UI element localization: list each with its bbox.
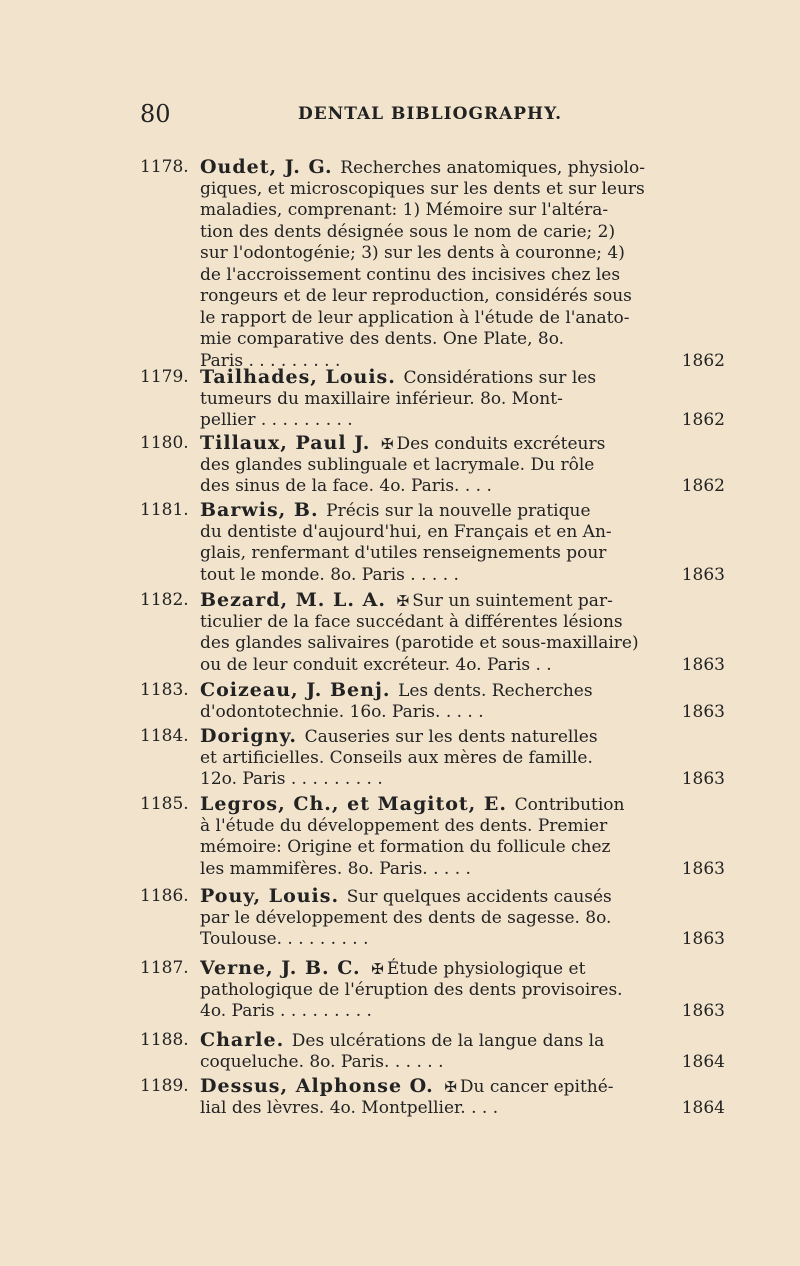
entry-body <box>200 886 725 951</box>
entry-title-line: Les dents. Recherches <box>398 681 593 701</box>
running-head: DENTAL BIBLIOGRAPHY. <box>298 104 562 124</box>
thesis-cross-icon: ✠ <box>380 435 394 453</box>
entry-year: 1864 <box>681 1051 725 1072</box>
entry-year: 1863 <box>681 701 725 722</box>
entry-author: Tailhades, Louis. <box>200 367 404 388</box>
entry-number: 1189. <box>140 1076 189 1096</box>
entry-text-line: maladies, comprenant: 1) Mémoire sur l'altéra- <box>200 200 609 220</box>
entry-text-line: des glandes sublinguale et lacrymale. Du rôle <box>200 454 595 475</box>
entry-text-line: les mammifères. 8o. Paris. . . . . <box>200 858 471 879</box>
bibliography-entry <box>140 367 725 432</box>
bibliography-entry <box>140 157 725 372</box>
entry-title-line: Sur un suintement par- <box>412 591 613 611</box>
entry-text-line: de l'accroissement continu des incisives chez les <box>200 264 621 285</box>
bibliography-entry <box>140 590 725 676</box>
entry-number: 1180. <box>140 433 189 453</box>
entry-title-line: Contribution <box>514 795 625 815</box>
entry-text-line: 12o. Paris . . . . . . . . . <box>200 769 383 789</box>
entry-text-line: à l'étude du développement des dents. Premier <box>200 815 608 836</box>
entry-body <box>200 1076 725 1119</box>
entry-title-line: Des ulcérations de la langue dans la <box>291 1031 605 1051</box>
thesis-cross-icon: ✠ <box>396 592 410 610</box>
entry-year: 1862 <box>681 350 725 371</box>
entry-text-line: et artificielles. Conseils aux mères de famille. <box>200 747 593 768</box>
entry-text-line: 4o. Paris . . . . . . . . . <box>200 1001 372 1021</box>
entry-author: Dorigny. <box>200 726 305 747</box>
entry-author: Legros, Ch., et Magitot, E. <box>200 794 515 815</box>
bibliography-entry <box>140 794 725 880</box>
page-number: 80 <box>140 100 171 128</box>
entry-number: 1183. <box>140 680 189 700</box>
entry-text-line: des glandes salivaires (parotide et sous-maxillaire) <box>200 633 639 653</box>
entry-text-line: rongeurs et de leur reproduction, considérés sous <box>200 286 632 306</box>
entry-number: 1186. <box>140 886 189 906</box>
entry-author: Bezard, M. L. A. <box>200 590 394 611</box>
entry-author: Coizeau, J. Benj. <box>200 680 399 701</box>
entry-body <box>200 958 725 1023</box>
entry-text-line: tumeurs du maxillaire inférieur. 8o. Mont- <box>200 388 563 409</box>
entry-body <box>200 590 725 676</box>
entry-number: 1178. <box>140 157 189 177</box>
entry-year: 1862 <box>681 410 725 430</box>
thesis-cross-icon: ✠ <box>371 960 384 978</box>
bibliography-entry <box>140 958 725 1023</box>
entry-text-line: ou de leur conduit excréteur. 4o. Paris . . <box>200 654 552 675</box>
entry-author: Pouy, Louis. <box>200 886 347 907</box>
entry-title-line: Étude physiologique et <box>386 959 586 979</box>
entry-number: 1187. <box>140 958 189 978</box>
bibliography-entry <box>140 1030 725 1073</box>
entry-text-line: Paris . . . . . . . . . <box>200 350 341 371</box>
entry-number: 1182. <box>140 590 189 610</box>
entry-title-line: Du cancer epithé- <box>459 1077 614 1097</box>
entry-text-line: mie comparative des dents. One Plate, 8o. <box>200 329 565 349</box>
entry-title-line: Causeries sur les dents naturelles <box>304 727 598 747</box>
entry-body <box>200 367 725 432</box>
entry-body <box>200 794 725 880</box>
entry-year: 1863 <box>681 929 725 949</box>
entry-text-line: glais, renfermant d'utiles renseignements pour <box>200 543 607 563</box>
bibliography-entry <box>140 726 725 791</box>
bibliography-entry <box>140 433 725 498</box>
entry-text-line: lial des lèvres. 4o. Montpellier. . . . <box>200 1097 499 1118</box>
entry-text-line: d'odontotechnie. 16o. Paris. . . . . <box>200 701 484 722</box>
entry-year: 1863 <box>681 1001 725 1021</box>
entry-year: 1863 <box>681 769 725 789</box>
page-header <box>140 100 720 134</box>
entry-year: 1863 <box>681 564 725 585</box>
entry-year: 1863 <box>681 858 725 879</box>
entry-title-line: Recherches anatomiques, physiolo- <box>340 158 645 178</box>
entry-author: Barwis, B. <box>200 500 327 521</box>
entry-text-line: le rapport de leur application à l'étude de l'anato- <box>200 307 630 328</box>
entry-text-line: tout le monde. 8o. Paris . . . . . <box>200 564 459 585</box>
entry-title-line: Sur quelques accidents causés <box>346 887 612 907</box>
entry-text-line: ticulier de la face succédant à différentes lésions <box>200 611 623 632</box>
entry-text-line: Toulouse. . . . . . . . . <box>200 929 369 949</box>
entry-text-line: des sinus de la face. 4o. Paris. . . . <box>200 476 492 496</box>
entry-author: Verne, J. B. C. <box>200 958 369 979</box>
entry-year: 1863 <box>681 654 725 675</box>
bibliography-entry <box>140 886 725 951</box>
entry-text-line: pellier . . . . . . . . . <box>200 410 353 430</box>
entry-number: 1185. <box>140 794 189 814</box>
entry-text-line: du dentiste d'aujourd'hui, en Français et en An- <box>200 521 612 542</box>
entry-title-line: Considérations sur les <box>403 368 597 388</box>
entry-body <box>200 1030 725 1073</box>
entry-author: Dessus, Alphonse O. <box>200 1076 442 1097</box>
bibliography-entry <box>140 1076 725 1119</box>
entry-number: 1181. <box>140 500 189 520</box>
entry-text-line: tion des dents désignée sous le nom de carie; 2) <box>200 221 616 242</box>
entry-text-line: pathologique de l'éruption des dents provisoires. <box>200 979 623 1000</box>
entry-number: 1184. <box>140 726 189 746</box>
entry-number: 1179. <box>140 367 189 387</box>
entry-body <box>200 680 725 723</box>
entry-body <box>200 726 725 791</box>
entry-text-line: sur l'odontogénie; 3) sur les dents à couronne; 4) <box>200 243 625 263</box>
entry-text-line: coqueluche. 8o. Paris. . . . . . <box>200 1051 444 1072</box>
entry-text-line: giques, et microscopiques sur les dents et sur leurs <box>200 178 645 199</box>
entry-author: Oudet, J. G. <box>200 157 341 178</box>
entry-year: 1862 <box>681 476 725 496</box>
entry-text-line: mémoire: Origine et formation du follicule chez <box>200 837 611 857</box>
bibliography-entry <box>140 680 725 723</box>
thesis-cross-icon: ✠ <box>444 1078 457 1096</box>
entry-body <box>200 433 725 498</box>
entry-title-line: Des conduits excréteurs <box>396 434 606 454</box>
entry-body <box>200 157 725 372</box>
entry-author: Charle. <box>200 1030 292 1051</box>
bibliography-entry <box>140 500 725 586</box>
entry-text-line: par le développement des dents de sagesse. 8o. <box>200 907 612 928</box>
entry-number: 1188. <box>140 1030 189 1050</box>
entry-body <box>200 500 725 586</box>
entry-author: Tillaux, Paul J. <box>200 433 378 454</box>
entry-title-line: Précis sur la nouvelle pratique <box>326 501 591 521</box>
entry-year: 1864 <box>681 1097 725 1118</box>
